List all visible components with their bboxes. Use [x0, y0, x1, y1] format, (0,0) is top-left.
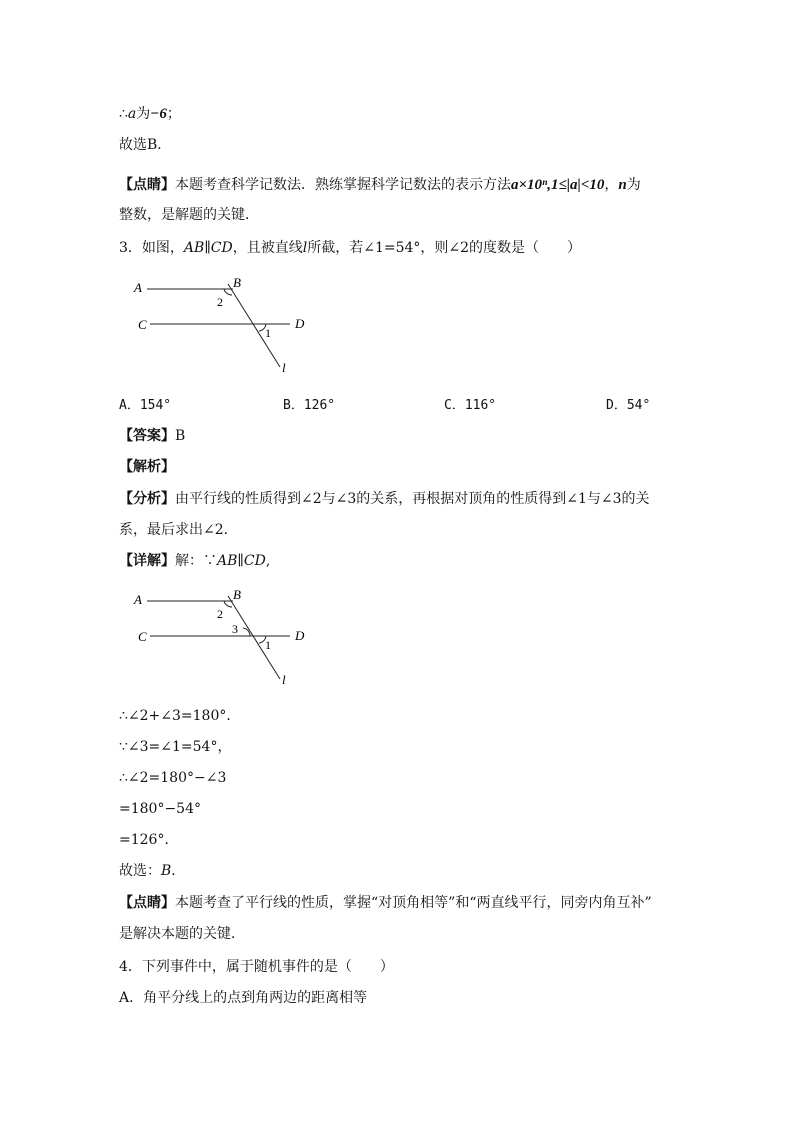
angle-2-arc-2 [224, 601, 232, 607]
line-l-2 [228, 596, 280, 679]
note1-line2: 整数，是解题的关键． [119, 207, 259, 223]
note3-line2: 是解决本题的关键． [119, 926, 245, 942]
option-b: B．126° [283, 398, 336, 413]
label-a: A [134, 280, 142, 295]
label-a-2: A [134, 592, 142, 607]
angle-2-label: 2 [217, 295, 223, 309]
option-d: D．54° [606, 398, 651, 413]
step-3: ∴∠2=180°−∠3 [119, 770, 227, 786]
line-l [228, 284, 280, 367]
fenxi-line2: 系，最后求出∠2． [119, 522, 238, 538]
label-b-2: B [233, 587, 241, 602]
figure-1 [125, 272, 325, 382]
step-4: =180°−54° [119, 801, 201, 817]
label-l: l [282, 360, 286, 375]
label-c-2: C [138, 629, 147, 644]
label-c: C [138, 317, 147, 332]
answer-line: 【答案】B [119, 428, 186, 444]
note1-line: 【点睛】本题考查科学记数法．熟练掌握科学记数法的表示方法a×10ⁿ,1≤|a|<10，n为 [119, 177, 641, 193]
step-2: ∵∠3=∠1=54°， [119, 739, 232, 755]
choice-line: 故选B． [119, 137, 172, 153]
angle-1-label: 1 [265, 326, 271, 340]
step-5: =126°． [119, 832, 179, 848]
note3-line1: 【点睛】本题考查了平行线的性质，掌握“对顶角相等”和“两直线平行，同旁内角互补” [119, 895, 652, 911]
choose-line: 故选：B． [119, 863, 186, 879]
conclusion-line: ∴a为−6； [119, 106, 181, 122]
value-formula: −6 [150, 106, 167, 122]
note1-tag: 【点睛】 [119, 177, 175, 193]
option-c: C．116° [444, 398, 497, 413]
label-d-2: D [295, 628, 305, 643]
detail-line: 【详解】解：∵AB∥CD, [119, 553, 271, 569]
fenxi-line1: 【分析】由平行线的性质得到∠2与∠3的关系，再根据对顶角的性质得到∠1与∠3的关 [119, 491, 650, 507]
option-a: A．154° [119, 398, 172, 413]
sci-formula: a×10ⁿ,1≤|a|<10 [511, 177, 605, 193]
angle-1-label-2: 1 [265, 638, 271, 652]
angle-2-arc [224, 289, 232, 295]
q4-option-a: A．角平分线上的点到角两边的距离相等 [119, 990, 368, 1006]
angle-3-label: 3 [232, 622, 238, 636]
label-d: D [295, 316, 305, 331]
q4-stem: 4．下列事件中，属于随机事件的是（ ） [119, 959, 394, 975]
label-l-2: l [282, 672, 286, 687]
figure-2 [125, 584, 325, 694]
q3-stem: 3．如图，AB∥CD，且被直线l所截，若∠1=54°，则∠2的度数是（ ） [119, 240, 582, 256]
angle-2-label-2: 2 [217, 607, 223, 621]
analysis-tag: 【解析】 [119, 459, 175, 475]
label-b: B [233, 275, 241, 290]
step-1: ∴∠2+∠3=180°． [119, 708, 241, 724]
